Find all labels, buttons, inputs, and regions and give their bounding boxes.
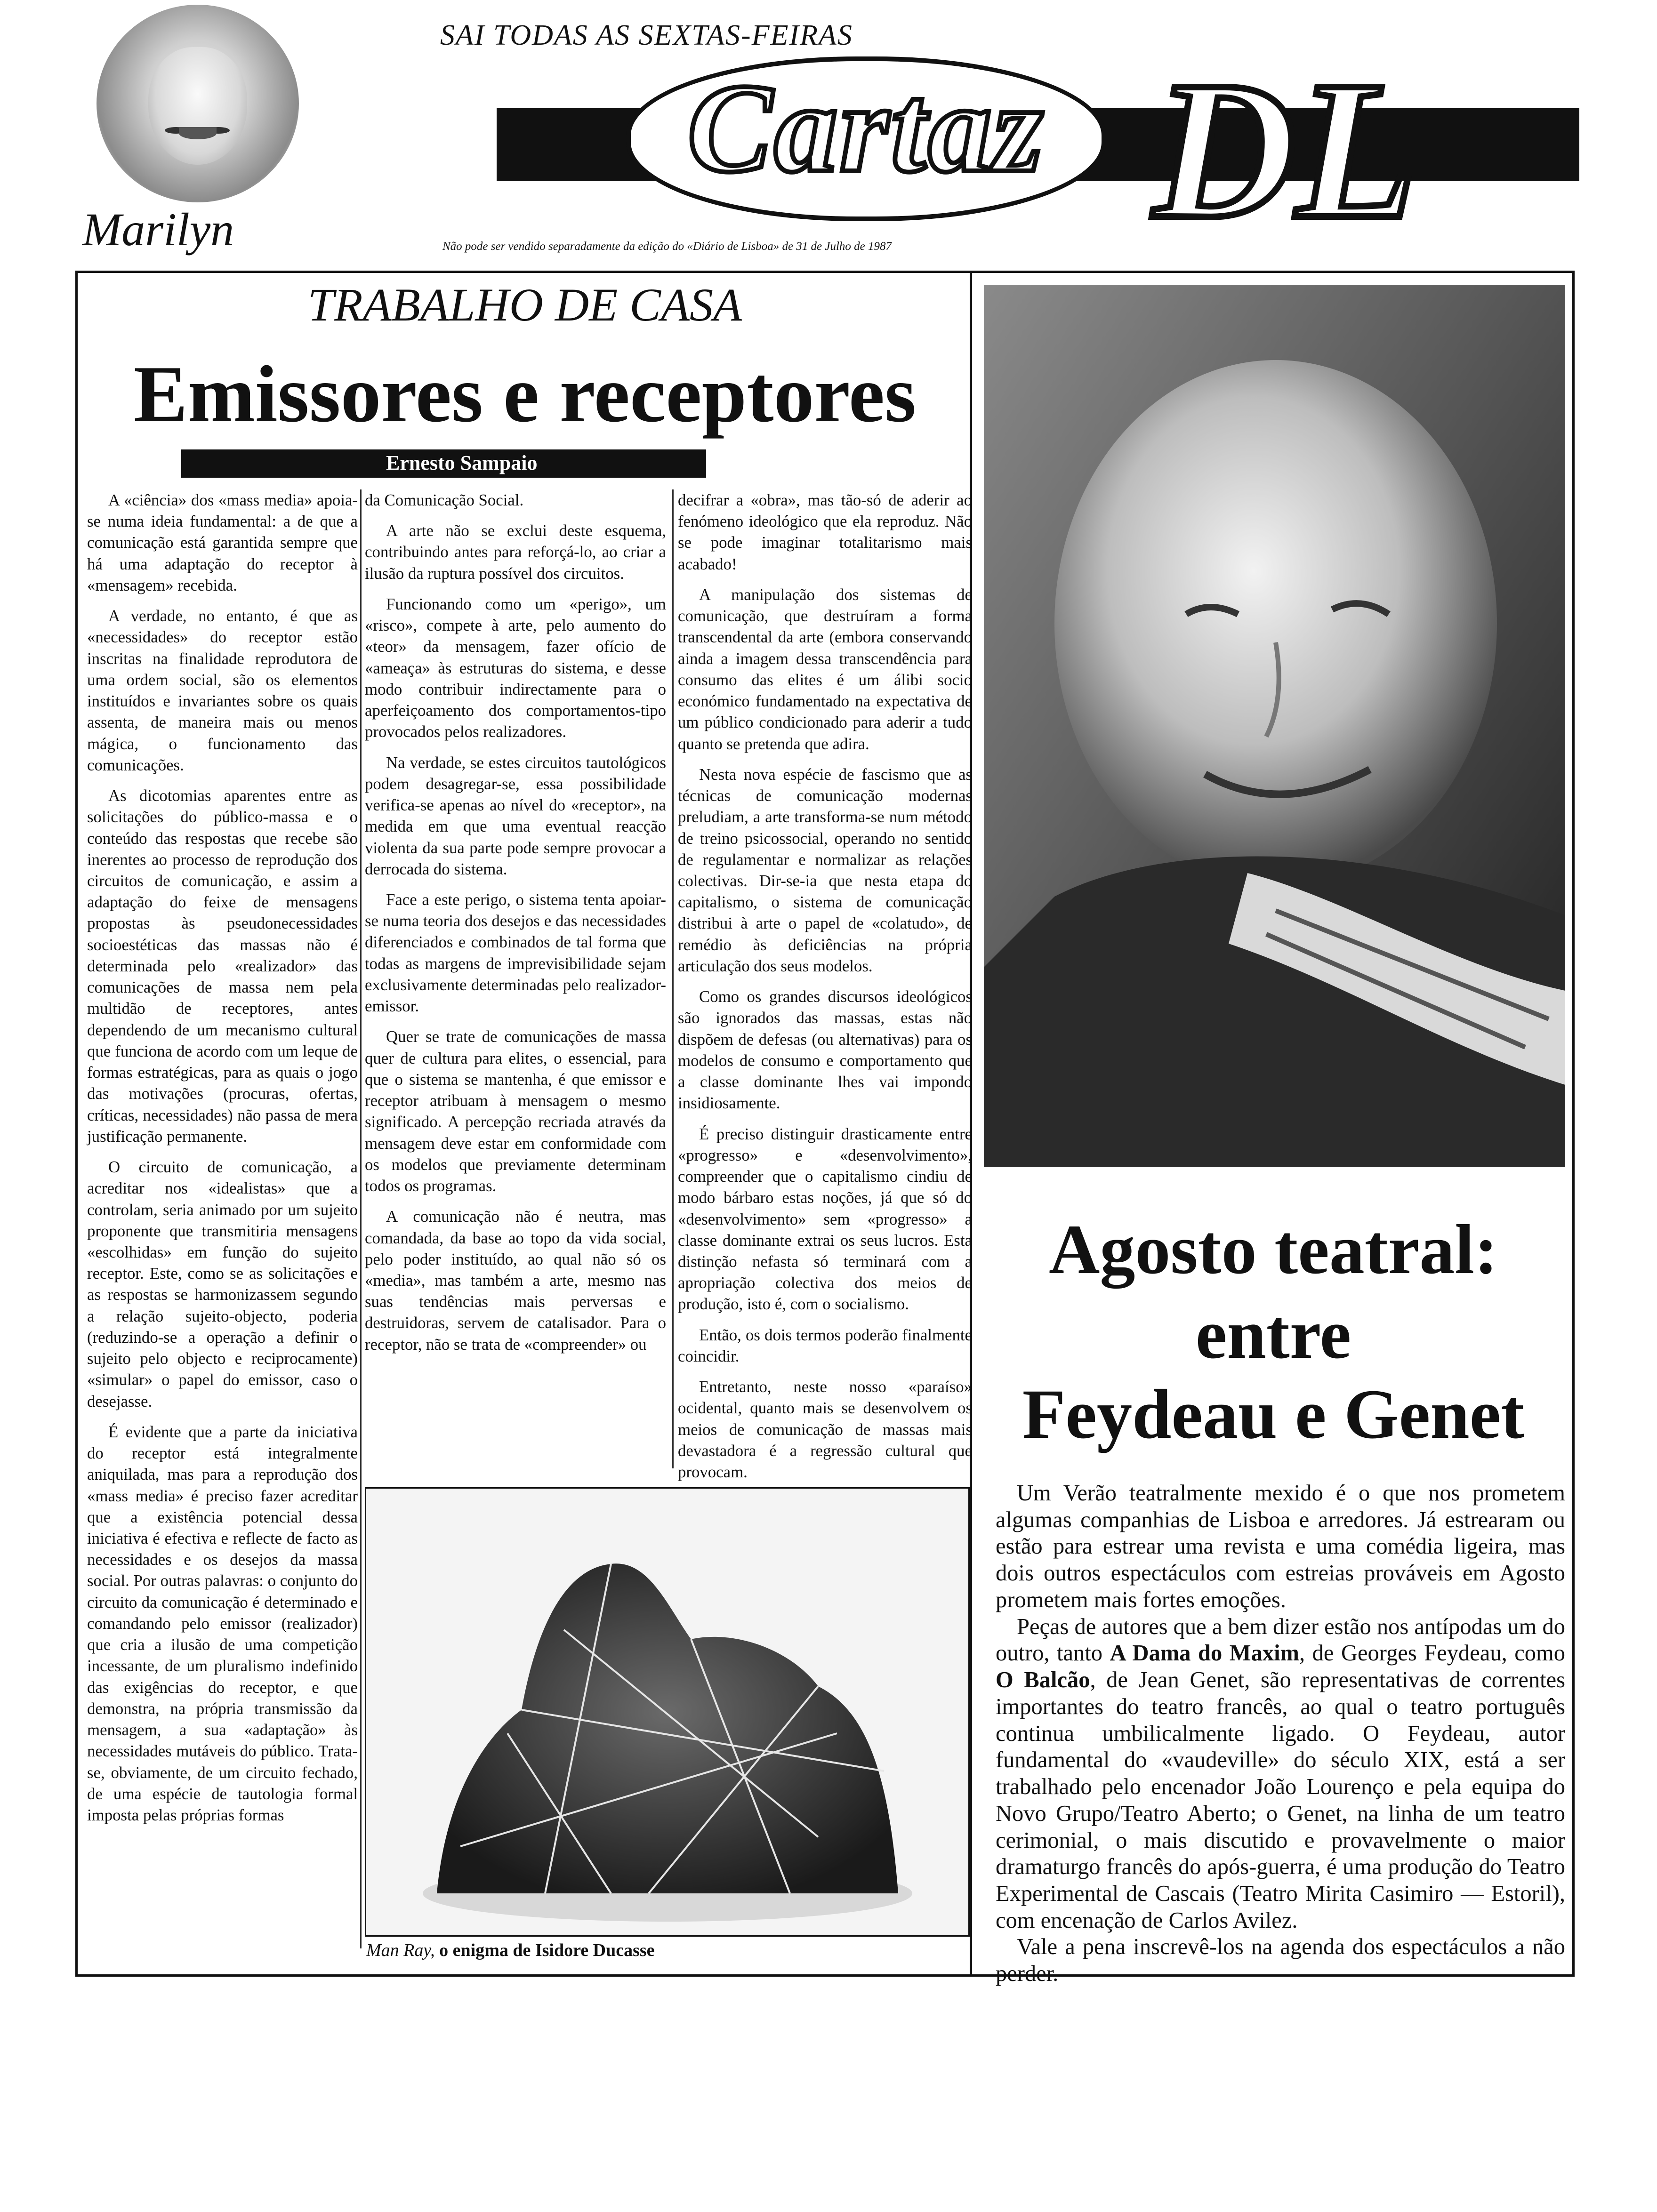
- article-column-3: [678, 489, 972, 1492]
- paragraph: A manipulação dos sistemas de comunicação, que destruíram a forma transcendental da arte (embora conservando ainda a imagem dessa transcendência para consumo das elites é um álibi socio económico fundamentado na expectativa de um público condicionado para aderir a tudo quanto se pretenda que adira.: [678, 585, 972, 753]
- wrapped-object-illustration: [366, 1489, 968, 1935]
- article-headline: Emissores e receptores: [133, 350, 917, 439]
- face-shape: [148, 47, 247, 165]
- play-title: A Dama do Maxim: [1110, 1641, 1299, 1666]
- paragraph: Vale a pena inscrevê-los na agenda dos espectáculos a não perder.: [996, 1934, 1565, 1987]
- paragraph: A verdade, no entanto, é que as «necessidades» do receptor estão inscritas na finalidade reprodutora de uma ordem social, são os elementos instituídos e invariantes sobre os quais assenta, de maneira mais ou menos mágica, o funcionamento das comunicações.: [87, 607, 358, 774]
- marilyn-photo: [97, 5, 299, 202]
- paragraph: decifrar a «obra», mas tão-só de aderir ao fenómeno ideológico que ela reproduz. Não se pode imaginar totalitarismo mais acabado!: [678, 491, 972, 573]
- smile-mark: [179, 127, 217, 139]
- paragraph: da Comunicação Social.: [365, 491, 524, 509]
- article2-headline-line2: entre: [1195, 1295, 1351, 1373]
- paragraph: Um Verão teatralmente mexido é o que nos prometem algumas companhias de Lisboa e arredores. Já estrearam ou estão para estrear uma revista e uma comédia ligeira, mas dois outros espectáculos com estreias prováveis em Agosto prometem mais fortes emoções.: [996, 1481, 1565, 1612]
- paragraph: Então, os dois termos poderão finalmente coincidir.: [678, 1325, 972, 1365]
- article2-headline-line3: Feydeau e Genet: [1022, 1375, 1525, 1453]
- paragraph: [996, 1614, 1565, 1934]
- text-run: , de Georges Feydeau, como: [1299, 1641, 1566, 1666]
- caption-artist: Man Ray,: [366, 1940, 435, 1960]
- paragraph: Na verdade, se estes circuitos tautológicos podem desagregar-se, essa possibilidade verifica-se apenas ao nível do «receptor», na medida em que uma eventual reacção violenta da sua parte pode sempre provocar a derrocada do sistema.: [365, 753, 666, 878]
- byline: Ernesto Sampaio: [386, 451, 538, 474]
- paragraph: Quer se trate de comunicações de massa quer de cultura para elites, o essencial, para que o sistema se mantenha, é que emissor e receptor atribuam à mensagem o mesmo significado. A percepção recriada através da mensagem deve estar em conformidade com os modelos que previamente determinam todos os programas.: [365, 1027, 666, 1195]
- paragraph: É preciso distinguir drasticamente entre «progresso» e «desenvolvimento», compreender que o capitalismo cindiu de modo bárbaro estas noções, já que só do «desenvolvimento» sem «progresso» a classe dominante extrai os seus lucros. Esta distinção nefasta só terminará com a apropriação colectiva dos meios de produção, isto é, com o socialismo.: [678, 1124, 972, 1314]
- text-run: , de Jean Genet, são representativas de correntes importantes do teatro francês, ao qual o teatro português continua umbilicalmente ligado. O Feydeau, autor fundamental do «vaudeville» do século XIX, está a ser trabalhado pelo encenador João Lourenço e pela equipa do Novo Grupo/Teatro Aberto; o Genet, na linha de um teatro cerimonial, o mais discutido e provavelmente o maior dramaturgo francês do após-guerra, é uma produção do Teatro Experimental de Cascais (Teatro Mirita Casimiro — Estoril), com encenação de Carlos Avilez.: [996, 1667, 1565, 1933]
- paragraph: É evidente que a parte da iniciativa do receptor está integralmente aniquilada, mas para a reprodução dos «mass media» é preciso fazer acreditar que a existência potencial dessa iniciativa é efectiva e reflecte de facto as necessidades e os desejos da massa social. Por outras palavras: o conjunto do circuito da comunicação é determinado e comandando pelo emissor (realizador) que cria a ilusão de uma competição incessante, de um pluralismo indefinido das exigências do receptor, e que demonstra, na própria transmissão da mensagem, a sua «adaptação» às necessidades mutáveis do público. Trata-se, obviamente, de um circuito fechado, de uma espécie de tautologia formal imposta pelas próprias formas: [87, 1422, 358, 1825]
- dl-logo-letters: DL: [1153, 47, 1417, 249]
- column-rule: [672, 489, 674, 1468]
- man-ray-photo: [365, 1487, 970, 1937]
- section-kicker: TRABALHO DE CASA: [307, 279, 742, 331]
- column-rule: [360, 489, 362, 1948]
- paragraph: Nesta nova espécie de fascismo que as técnicas de comunicação modernas preludiam, a arte transforma-se num método de treino psicossocial, operando no sentido de regulamentar e normalizar as relações colectivas. Dir-se-ia que nesta etapa do capitalismo, o sistema de comunicação distribui à arte o papel de «colatudo», de remédio às deficiências na própria articulação dos seus modelos.: [678, 765, 972, 975]
- paragraph: Funcionando como um «perigo», um «risco», compete à arte, pelo aumento do «teor» da mensagem, fazer ofício de «ameaça» às estruturas do sistema, e desse modo contribuir indirectamente para o aperfeiçoamento dos comportamentos-tipo provocados pelos realizadores.: [365, 594, 666, 741]
- portrait-illustration: [984, 285, 1565, 1167]
- text-run: Peças de autores que a bem dizer estão nos antípodas um do outro, tanto: [996, 1614, 1565, 1666]
- article2-headline-line1: Agosto teatral:: [1049, 1210, 1498, 1289]
- photo-caption: [366, 1940, 655, 1961]
- dl-logo: [1102, 47, 1469, 249]
- marilyn-caption: Marilyn: [82, 203, 234, 256]
- publication-frequency: SAI TODAS AS SEXTAS-FEIRAS: [440, 19, 853, 51]
- paragraph: Entretanto, neste nosso «paraíso» ocidental, quanto mais se desenvolvem os meios de comunicação de massas mais devastadora é a regressão cultural que provocam.: [678, 1378, 972, 1482]
- paragraph: Como os grandes discursos ideológicos são ignorados das massas, estas não dispõem de defesas (ou alternativas) para os modelos de consumo e comportamento que a classe dominante lhes vai impondo insidiosamente.: [678, 987, 972, 1113]
- cartaz-title: Cartaz: [687, 58, 1045, 199]
- genet-portrait: [984, 285, 1565, 1167]
- article2-body: [996, 1480, 1565, 1988]
- edition-notice: Não pode ser vendido separadamente da edição do «Diário de Lisboa» de 31 de Julho de 1987: [442, 240, 892, 253]
- paragraph: O circuito de comunicação, a acreditar nos «idealistas» que a controlam, seria animado por um sujeito proponente que transmitiria mensagens «escolhidas» em função do sujeito receptor. Este, como se as solicitações e as respostas se harmonizassem segundo a relação sujeito-objecto, poderia (reduzindo-se a operação a definir o sujeito pelo objecto e reciprocamente) «simular» o papel do emissor, caso o desejasse.: [87, 1158, 358, 1411]
- article-column-2: [365, 489, 666, 1364]
- play-title: O Balcão: [996, 1667, 1090, 1693]
- caption-title: o enigma de Isidore Ducasse: [434, 1940, 655, 1960]
- article-column-1: [87, 489, 358, 1835]
- paragraph: Face a este perigo, o sistema tenta apoiar-se numa teoria dos desejos e das necessidades diferenciados e combinados de tal forma que todas as margens de imprevisibilidade sejam exclusivamente determinadas pelo realizador-emissor.: [365, 890, 666, 1016]
- paragraph: As dicotomias aparentes entre as solicitações do público-massa e o conteúdo das respostas que recebe são inerentes ao processo de reprodução dos circuitos de comunicação, e assim a adaptação do feixe de mensagens propostas às pseudonecessidades socioestéticas das massas não é determinada pelo «realizador» das comunicações de massa nem pela multidão de receptores, antes dependendo de um mecanismo cultural que funciona de acordo com um leque de formas estratégicas, para as quais o jogo das motivações (procuras, ofertas, críticas, necessidades) não passa de mera justificação permanente.: [87, 786, 358, 1146]
- paragraph: A arte não se exclui deste esquema, contribuindo antes para reforçá-lo, ao criar a ilusão da ruptura possível dos circuitos.: [365, 521, 666, 583]
- paragraph: A «ciência» dos «mass media» apoia-se numa ideia fundamental: a de que a comunicação está garantida sempre que há uma adaptação do receptor à «mensagem» recebida.: [87, 491, 358, 594]
- paragraph: A comunicação não é neutra, mas comandada, da base ao topo da vida social, pelo poder instituído, ao qual não só os «media», mas também a arte, mesmo nas suas tendências mais perversas e destruidoras, servem de catalisador. Para o receptor, não se trata de «compreender» ou: [365, 1207, 666, 1354]
